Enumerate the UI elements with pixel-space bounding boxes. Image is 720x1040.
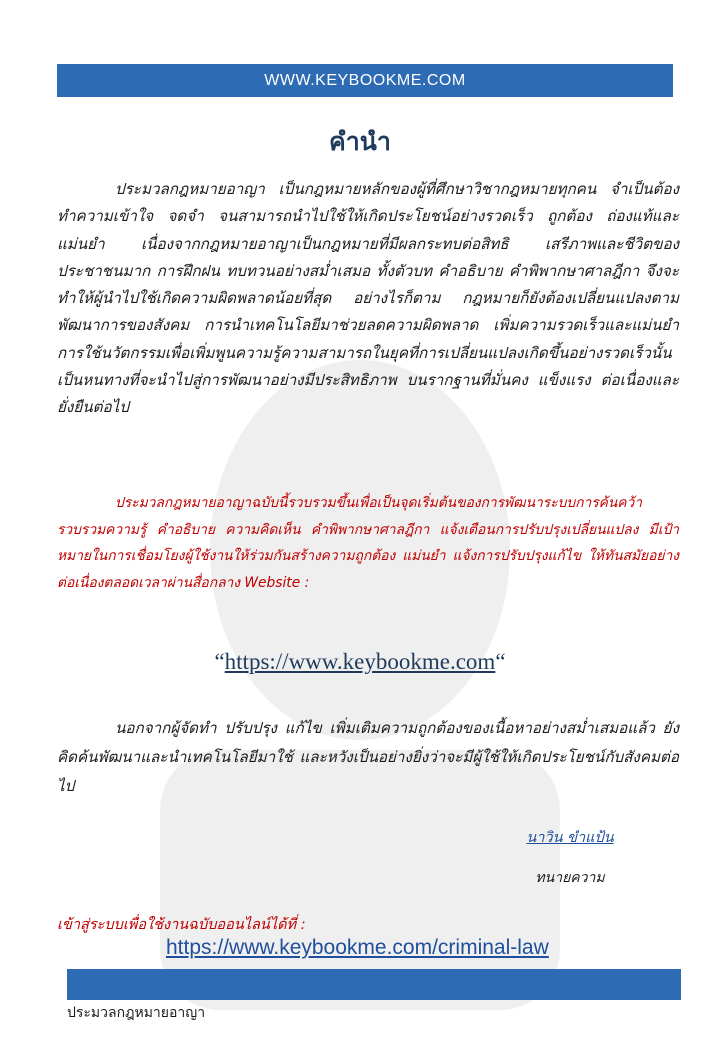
open-quote: “ [214,649,225,674]
page-title: คำนำ [329,127,391,156]
website-link[interactable]: https://www.keybookme.com [224,649,496,674]
close-quote: “ [495,649,506,674]
signature-role: ทนายความ [535,870,605,886]
header-banner [57,64,673,97]
closing-paragraph: นอกจากผู้จัดทำ ปรับปรุง แก้ไข เพิ่มเติมความถูกต้องของเนื้อหาอย่างสม่ำเสมอแล้ว ยังคิดค้นพัฒนาและนำเทคโนโลยีมาใช้ และหวังเป็นอย่างยิ่งว่าจะมีผู้ใช้ให้เกิดประโยชน์กับสังคมต่อไป [57,719,679,795]
online-link[interactable]: https://www.keybookme.com/criminal-law [166,936,549,959]
signature-name: นาวิน ขำแป้น [526,830,614,846]
red-paragraph: ประมวลกฎหมายอาญาฉบับนี้รวบรวมขึ้นเพื่อเป็นจุดเริ่มต้นของการพัฒนาระบบการค้นคว้ารวบรวมความรู้ คำอธิบาย ความคิดเห็น คำพิพากษาศาลฎีกา แจ้งเตือนการปรับปรุงเปลี่ยนแปลง มีเป้าหมายในการเชื่อมโยงผู้ใช้งานให้ร่วมกันสร้างความถูกต้อง แม่นยำ แจ้งการปรับปรุงแก้ไข ให้ทันสมัยอย่างต่อเนื่องตลอดเวลาผ่านสื่อกลาง Website : [57,495,679,591]
header-site-text: WWW.KEYBOOKME.COM [264,72,466,89]
intro-paragraph: ประมวลกฎหมายอาญา เป็นกฎหมายหลักของผู้ที่ศึกษาวิชากฎหมายทุกคน จำเป็นต้องทำความเข้าใจ จดจำ จนสามารถนำไปใช้ให้เกิดประโยชน์อย่างรวดเร็ว ถูกต้อง ถ่องแท้และแม่นยำ เนื่องจากกฎหมายอาญาเป็นกฎหมายที่มีผลกระทบต่อสิทธิ เสรีภาพและชีวิตของประชาชนมาก การฝึกฝน ทบทวนอย่างสม่ำเสมอ ทั้งตัวบท คำอธิบาย คำพิพากษาศาลฎีกา จึงจะทำให้ผู้นำไปใช้เกิดความผิดพลาดน้อยที่สุด อย่างไรก็ตาม กฎหมายก็ยังต้องเปลี่ยนแปลงตามพัฒนาการของสังคม การนำเทคโนโลยีมาช่วยลดความผิดพลาด เพิ่มความรวดเร็วและแม่นยำ การใช้นวัตกรรมเพื่อเพิ่มพูนความรู้ความสามารถในยุคที่การเปลี่ยนแปลงเกิดขึ้นอย่างรวดเร็วนั้น เป็นหนทางที่จะนำไปสู่การพัฒนาอย่างมีประสิทธิภาพ บนรากฐานที่มั่นคง แข็งแรง ต่อเนื่องและยั่งยืนต่อไป [57,180,679,417]
footer-text: ประมวลกฎหมายอาญา [67,1005,206,1021]
online-label: เข้าสู่ระบบเพื่อใช้งานฉบับออนไลน์ได้ที่ : [57,917,306,933]
website-quote [0,649,720,675]
footer-banner [67,969,681,1000]
